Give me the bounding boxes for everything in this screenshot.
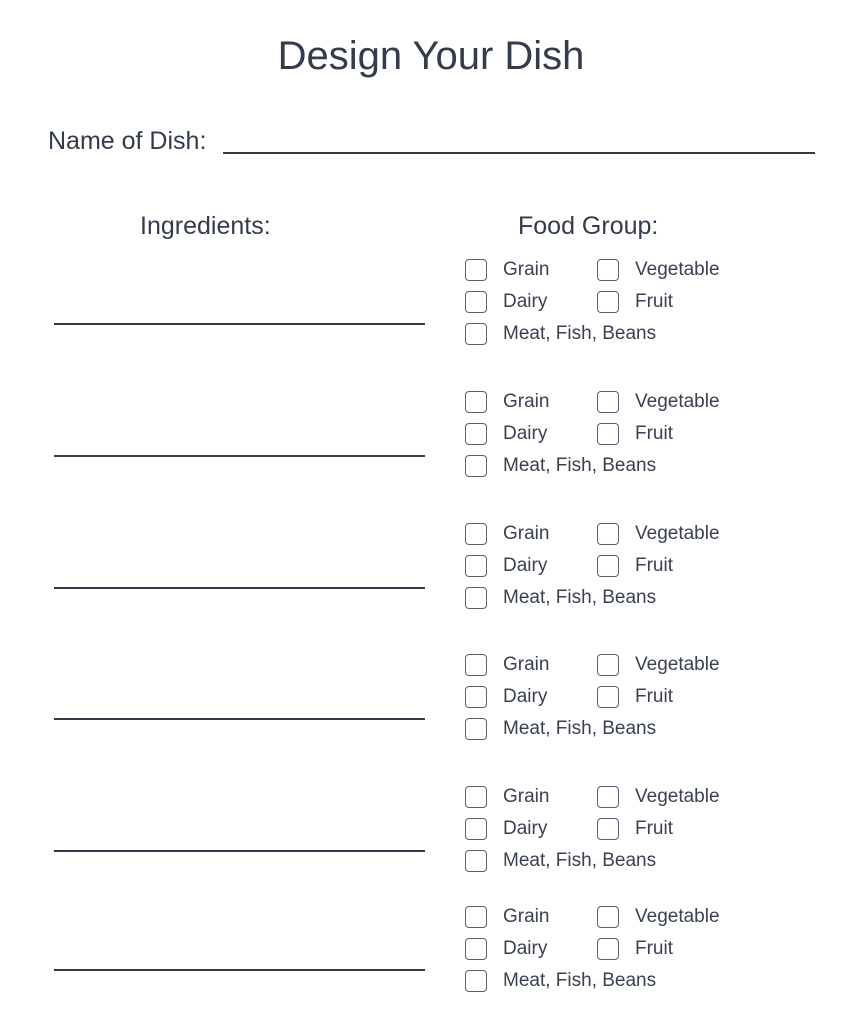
meat-label: Meat, Fish, Beans <box>503 587 657 608</box>
vegetable-label: Vegetable <box>635 523 720 544</box>
vegetable-label: Vegetable <box>635 391 720 412</box>
fruit-label: Fruit <box>635 818 673 839</box>
vegetable-label: Vegetable <box>635 786 720 807</box>
dairy-label: Dairy <box>503 423 548 444</box>
food-group-option-grain[interactable] <box>465 521 549 547</box>
dish-name-field[interactable] <box>223 152 815 154</box>
food-group-option-dairy[interactable] <box>465 936 547 962</box>
grain-checkbox[interactable] <box>465 654 487 676</box>
grain-label: Grain <box>503 259 550 280</box>
dairy-checkbox[interactable] <box>465 818 487 840</box>
dish-name-label: Name of Dish: <box>48 127 207 155</box>
meat-checkbox[interactable] <box>465 718 487 740</box>
grain-label: Grain <box>503 786 550 807</box>
vegetable-label: Vegetable <box>635 906 720 927</box>
food-group-option-vegetable[interactable] <box>597 784 720 810</box>
food-group-option-fruit[interactable] <box>597 553 673 579</box>
fruit-checkbox[interactable] <box>597 291 619 313</box>
vegetable-checkbox[interactable] <box>597 786 619 808</box>
meat-label: Meat, Fish, Beans <box>503 970 657 991</box>
food-group-option-meat[interactable] <box>465 716 656 742</box>
grain-label: Grain <box>503 654 550 675</box>
food-group-option-fruit[interactable] <box>597 289 673 315</box>
dairy-checkbox[interactable] <box>465 938 487 960</box>
food-group-option-grain[interactable] <box>465 784 549 810</box>
food-group-option-dairy[interactable] <box>465 421 547 447</box>
food-group-options <box>465 257 785 349</box>
meat-label: Meat, Fish, Beans <box>503 850 657 871</box>
meat-checkbox[interactable] <box>465 587 487 609</box>
grain-checkbox[interactable] <box>465 906 487 928</box>
fruit-label: Fruit <box>635 686 673 707</box>
dairy-checkbox[interactable] <box>465 291 487 313</box>
grain-label: Grain <box>503 391 550 412</box>
vegetable-checkbox[interactable] <box>597 391 619 413</box>
food-group-options <box>465 521 785 613</box>
dairy-label: Dairy <box>503 938 548 959</box>
food-group-option-fruit[interactable] <box>597 421 673 447</box>
meat-checkbox[interactable] <box>465 323 487 345</box>
dairy-checkbox[interactable] <box>465 423 487 445</box>
fruit-checkbox[interactable] <box>597 423 619 445</box>
ingredients-heading: Ingredients: <box>140 212 271 240</box>
fruit-checkbox[interactable] <box>597 686 619 708</box>
fruit-checkbox[interactable] <box>597 555 619 577</box>
dairy-label: Dairy <box>503 818 548 839</box>
page-title: Design Your Dish <box>277 34 585 78</box>
grain-label: Grain <box>503 906 550 927</box>
meat-label: Meat, Fish, Beans <box>503 323 657 344</box>
grain-checkbox[interactable] <box>465 786 487 808</box>
grain-checkbox[interactable] <box>465 523 487 545</box>
ingredient-line[interactable] <box>54 718 425 720</box>
food-group-option-grain[interactable] <box>465 904 549 930</box>
vegetable-checkbox[interactable] <box>597 259 619 281</box>
dairy-label: Dairy <box>503 686 548 707</box>
food-group-option-vegetable[interactable] <box>597 652 720 678</box>
dairy-checkbox[interactable] <box>465 555 487 577</box>
food-group-option-dairy[interactable] <box>465 553 547 579</box>
grain-label: Grain <box>503 523 550 544</box>
food-group-option-fruit[interactable] <box>597 936 673 962</box>
meat-label: Meat, Fish, Beans <box>503 455 657 476</box>
grain-checkbox[interactable] <box>465 259 487 281</box>
grain-checkbox[interactable] <box>465 391 487 413</box>
food-group-options <box>465 389 785 481</box>
food-group-option-dairy[interactable] <box>465 684 547 710</box>
food-group-option-meat[interactable] <box>465 453 656 479</box>
meat-checkbox[interactable] <box>465 455 487 477</box>
fruit-checkbox[interactable] <box>597 938 619 960</box>
food-group-option-grain[interactable] <box>465 257 549 283</box>
vegetable-label: Vegetable <box>635 259 720 280</box>
vegetable-checkbox[interactable] <box>597 654 619 676</box>
food-group-heading: Food Group: <box>518 212 659 240</box>
fruit-label: Fruit <box>635 423 673 444</box>
food-group-option-grain[interactable] <box>465 652 549 678</box>
ingredient-line[interactable] <box>54 323 425 325</box>
food-group-option-vegetable[interactable] <box>597 257 720 283</box>
vegetable-label: Vegetable <box>635 654 720 675</box>
vegetable-checkbox[interactable] <box>597 906 619 928</box>
food-group-option-dairy[interactable] <box>465 289 547 315</box>
food-group-option-grain[interactable] <box>465 389 549 415</box>
dairy-label: Dairy <box>503 291 548 312</box>
vegetable-checkbox[interactable] <box>597 523 619 545</box>
ingredient-line[interactable] <box>54 455 425 457</box>
food-group-option-fruit[interactable] <box>597 816 673 842</box>
food-group-option-vegetable[interactable] <box>597 521 720 547</box>
food-group-options <box>465 784 785 876</box>
fruit-label: Fruit <box>635 938 673 959</box>
food-group-option-meat[interactable] <box>465 321 656 347</box>
food-group-options <box>465 652 785 744</box>
food-group-option-dairy[interactable] <box>465 816 547 842</box>
fruit-label: Fruit <box>635 555 673 576</box>
fruit-label: Fruit <box>635 291 673 312</box>
dairy-checkbox[interactable] <box>465 686 487 708</box>
food-group-option-meat[interactable] <box>465 585 656 611</box>
ingredient-line[interactable] <box>54 587 425 589</box>
food-group-option-meat[interactable] <box>465 848 656 874</box>
food-group-option-vegetable[interactable] <box>597 904 720 930</box>
meat-checkbox[interactable] <box>465 970 487 992</box>
ingredient-line[interactable] <box>54 969 425 971</box>
ingredient-line[interactable] <box>54 850 425 852</box>
food-group-options <box>465 904 785 996</box>
meat-label: Meat, Fish, Beans <box>503 718 657 739</box>
food-group-option-fruit[interactable] <box>597 684 673 710</box>
dairy-label: Dairy <box>503 555 548 576</box>
food-group-option-meat[interactable] <box>465 968 656 994</box>
meat-checkbox[interactable] <box>465 850 487 872</box>
food-group-option-vegetable[interactable] <box>597 389 720 415</box>
fruit-checkbox[interactable] <box>597 818 619 840</box>
